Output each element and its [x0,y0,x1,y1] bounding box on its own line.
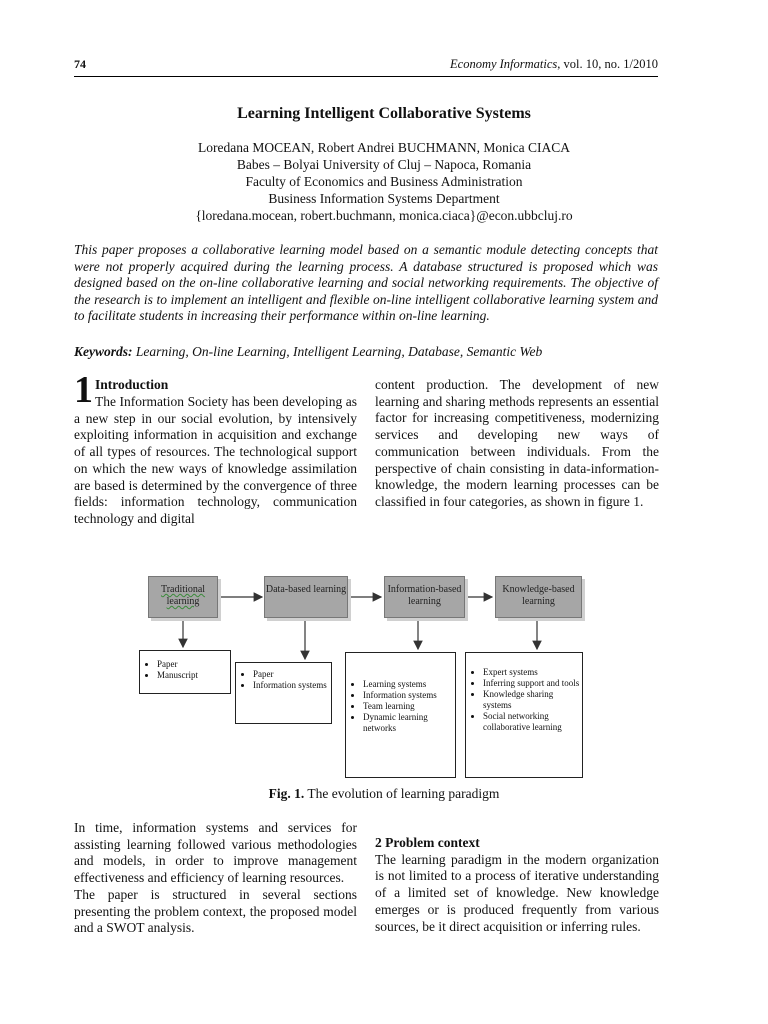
author-block [0,139,768,224]
figure-caption-text: The evolution of learning paradigm [304,786,500,801]
list-item: • Knowledge sharing systems [483,689,582,711]
stage-label: Data-based learning [265,584,347,595]
author-faculty: Faculty of Economics and Business Administration [245,174,523,189]
paragraph-structure: The paper is structured in several sections presenting the problem context, the proposed model and a SWOT analysis. [74,886,357,936]
header-rule [74,76,658,77]
stage-3-items [345,652,456,778]
paragraph-history: In time, information systems and services for assisting learning followed various methodologies and models, in order to improve management effectiveness and efficiency of learning resources. [74,820,357,886]
list-item: • Team learning [363,701,455,712]
section-heading-introduction: Introduction [95,377,169,392]
journal-name: Economy Informatics [450,57,558,71]
list-item: • Information systems [253,680,331,691]
intro-column-left [74,394,357,528]
figure-learning-evolution [135,571,615,783]
stage-4-items [465,652,583,778]
stage-2-items [235,662,332,724]
stage-traditional-learning [148,576,218,618]
paragraph-problem-context: The learning paradigm in the modern organization is not limited to a process of iterative understanding of a limited set of knowledge. New knowledge emerges or is produced frequently from various sources, be it direct acquisition or inferring rules. [375,851,659,934]
list-item: • Learning systems [363,679,455,690]
keywords-label: Keywords: [74,344,133,359]
journal-reference [450,57,658,72]
intro-paragraph-2: content production. The development of new learning and sharing methods represents an essential factor for increasing competitiveness, modernizing services and developing new ways of communication between individuals. From the perspective of chain consisting in data-information-knowledge, the modern learning processes can be classified in four categories, as shown in figure 1. [375,377,659,509]
list-item: • Paper [253,669,331,680]
author-university: Babes – Bolyai University of Cluj – Napoca, Romania [236,157,532,172]
figure-caption [0,786,768,802]
author-names: Loredana MOCEAN, Robert Andrei BUCHMANN, Monica CIACA [198,140,570,155]
list-item: • Social networking collaborative learning [483,711,582,733]
list-item: • Expert systems [483,667,582,678]
page-number: 74 [74,57,86,71]
body-column-right [375,835,659,935]
stage-label: Knowledge-based learning [502,584,575,607]
section-heading-problem-context: 2 Problem context [375,835,480,850]
stage-knowledge-based-learning [495,576,582,618]
section-number-dropcap: 1 [74,369,93,411]
list-item: • Manuscript [157,670,230,681]
stage-label: Information-based learning [387,584,462,607]
list-item: • Information systems [363,690,455,701]
list-item: • Paper [157,659,230,670]
intro-column-right [375,377,659,511]
author-emails: {loredana.mocean, robert.buchmann, monica.ciaca}@econ.ubbcluj.ro [195,208,573,223]
list-item: • Inferring support and tools [483,678,582,689]
stage-data-based-learning [264,576,348,618]
stage-information-based-learning [384,576,465,618]
author-department: Business Information Systems Department [268,191,500,206]
abstract: This paper proposes a collaborative learning model based on a semantic module detecting concepts that were not properly acquired during the learning process. A database structured is proposed which was designed based on the on-line collaborative learning and social networking requirements. The objective of the research is to implement an intelligent and flexible on-line intelligent collaborative learning system and to facilitate students in increasing their performance within on-line learning. [74,242,658,324]
figure-caption-label: Fig. 1. [268,786,305,801]
journal-volume: , vol. 10, no. 1/2010 [557,57,658,71]
keywords-text: Learning, On-line Learning, Intelligent Learning, Database, Semantic Web [132,344,543,359]
stage-1-items [139,650,231,694]
body-column-left [74,820,357,937]
keywords [74,344,658,360]
intro-paragraph-1: The Information Society has been developing as a new step in our social evolution, by intensively exploiting information in acquisition and exchange of all types of resources. The technological support on which the new ways of knowledge assimilation are based is determined by the convergence of three fields: information technology, communication technology and digital [74,394,357,526]
stage-label: Traditional learning [160,584,206,607]
paper-title: Learning Intelligent Collaborative Systems [237,105,531,122]
list-item: • Dynamic learning networks [363,712,455,734]
